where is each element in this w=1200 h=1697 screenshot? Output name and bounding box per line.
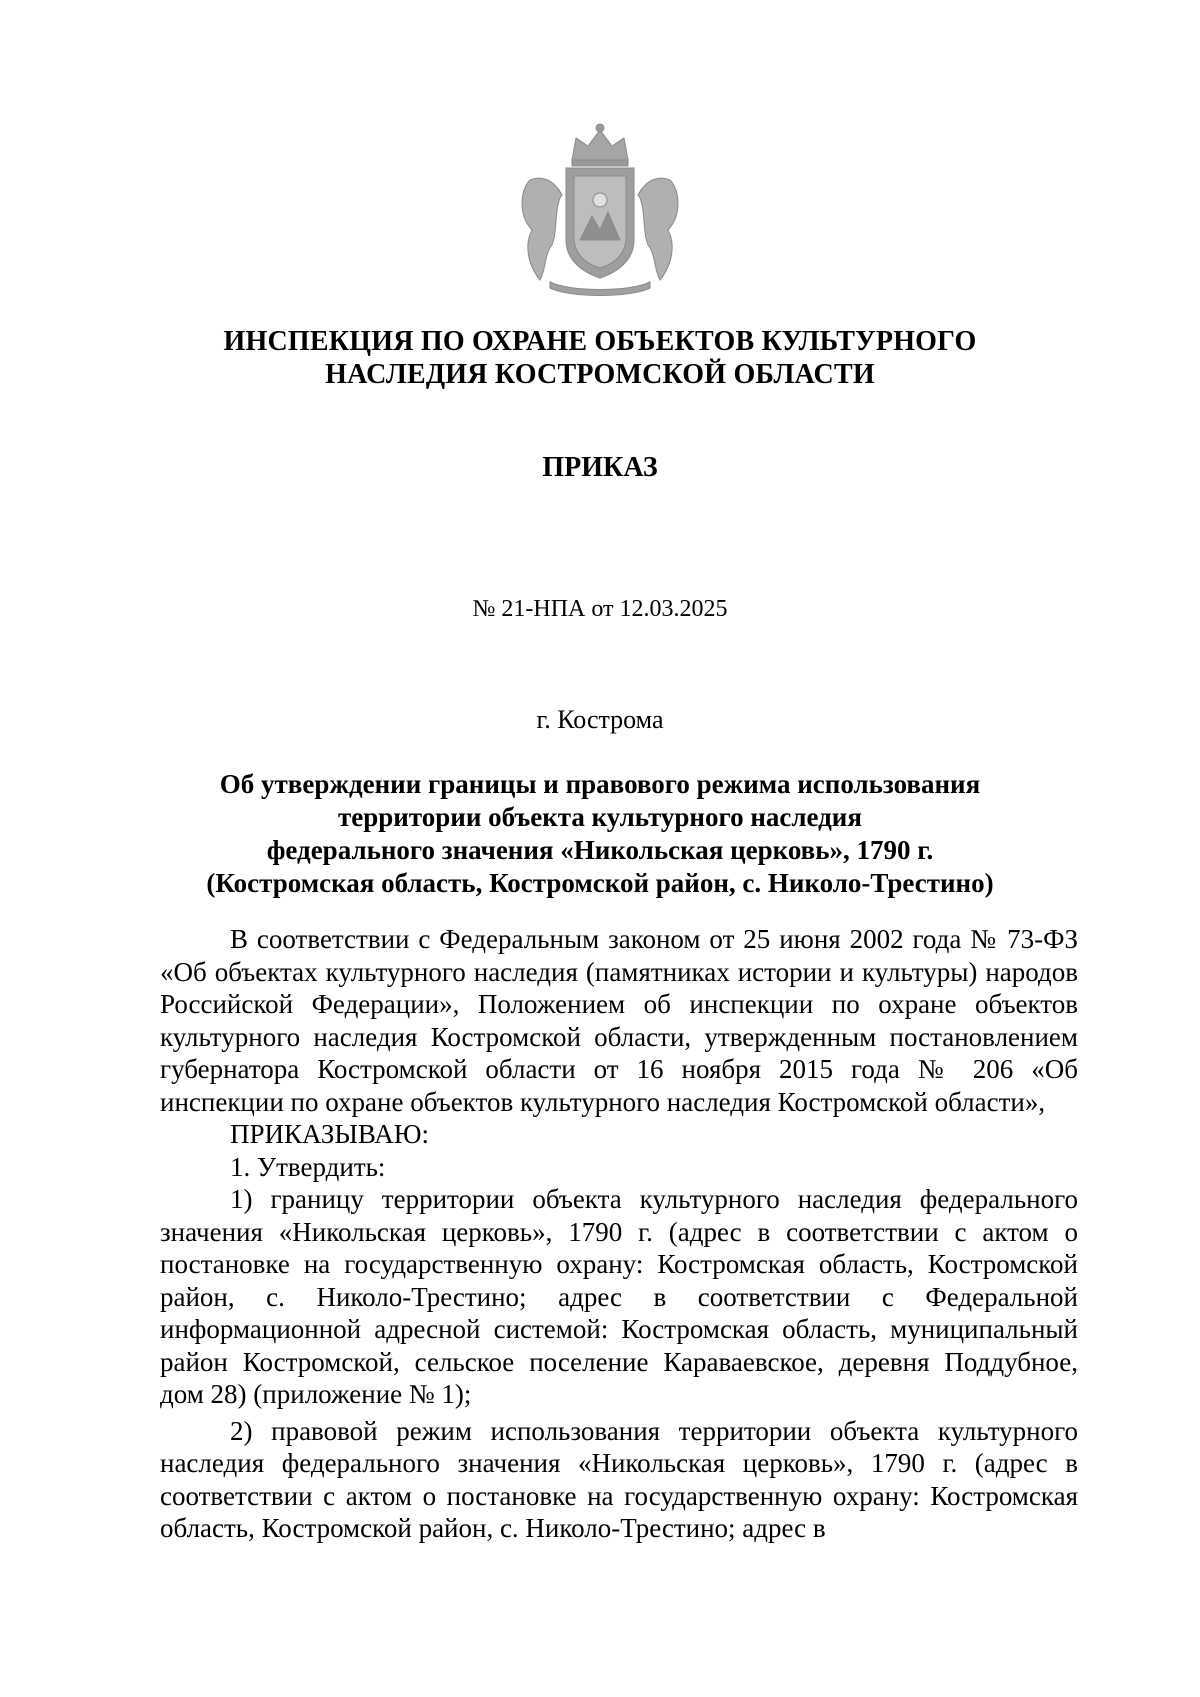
subject-line: Об утверждении границы и правового режима использования <box>219 769 981 799</box>
coat-of-arms-emblem <box>510 120 690 300</box>
preamble-paragraph: В соответствии с Федеральным законом от 25 июня 2002 года № 73-ФЗ «Об объектах культурного наследия (памятниках истории и культуры) народов Российской Федерации», Положением об инспекции по охране объектов культурного наследия Костромской области, утвержденным постановлением губернатора Костромской области от 16 ноября 2015 года № 206 «Об инспекции по охране объектов культурного наследия Костромской области», <box>160 924 1078 1117</box>
subitem-1: 1) границу территории объекта культурного наследия федерального значения «Никольская церковь», 1790 г. (адрес в соответствии с актом о постановке на государственную охрану: Костромская область, Костромской район, с. Николо-Трестино; адрес в соответствии с Федеральной информационной адресной системой: Костромская область, муниципальный район Костромской, сельское поселение Караваевское, деревня Поддубное, дом 28) (приложение № 1); <box>160 1184 1078 1409</box>
subject-line: федерального значения «Никольская церковь», 1790 г. <box>266 835 934 865</box>
document-number-date: № 21-НПА от 12.03.2025 <box>472 596 728 622</box>
order-word: ПРИКАЗЫВАЮ: <box>230 1119 429 1149</box>
document-subject <box>0 768 1200 900</box>
document-body <box>160 923 1078 1545</box>
organization-line: ИНСПЕКЦИЯ ПО ОХРАНЕ ОБЪЕКТОВ КУЛЬТУРНОГО <box>223 326 977 357</box>
subitem-2: 2) правовой режим использования территории объекта культурного наследия федерального значения «Никольская церковь», 1790 г. (адрес в соответствии с актом о постановке на государственную охрану: Костромская область, Костромской район, с. Николо-Трестино; адрес в <box>160 1415 1078 1543</box>
subject-line: территории объекта культурного наследия <box>338 802 862 832</box>
organization-title <box>0 325 1200 391</box>
document-city: г. Кострома <box>536 705 664 734</box>
item-1: 1. Утвердить: <box>230 1151 386 1182</box>
organization-line: НАСЛЕДИЯ КОСТРОМСКОЙ ОБЛАСТИ <box>325 359 875 390</box>
document-type: ПРИКАЗ <box>542 452 658 483</box>
subject-line: (Костромская область, Костромской район, с. Николо-Трестино) <box>206 868 994 898</box>
